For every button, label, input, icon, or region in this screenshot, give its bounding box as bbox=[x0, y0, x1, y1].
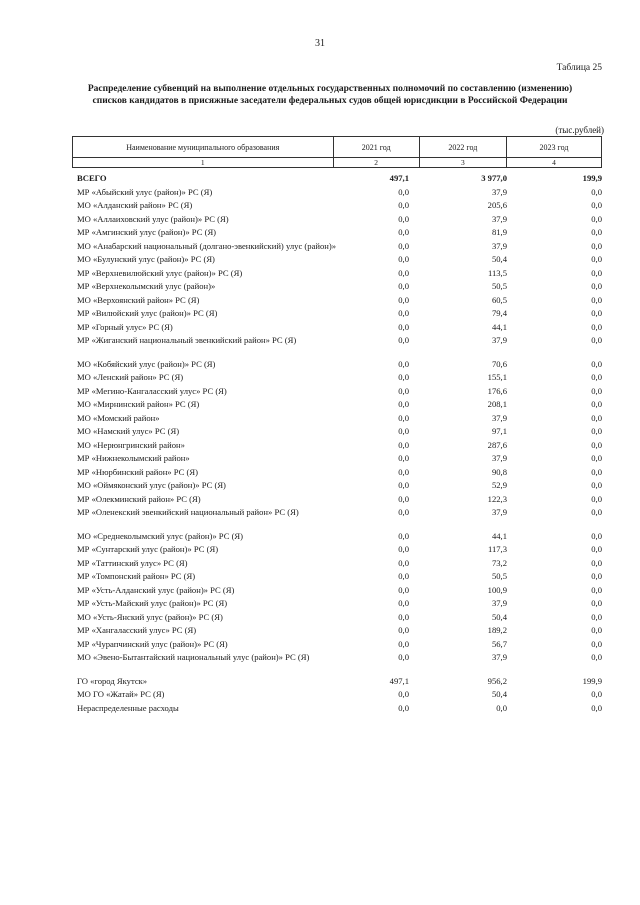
row-name: МО «Булунский улус (район)» РС (Я) bbox=[77, 254, 215, 264]
value-2023: 0,0 bbox=[591, 507, 602, 517]
table-row bbox=[77, 440, 602, 454]
value-2022: 956,2 bbox=[487, 675, 507, 686]
row-name: МР «Таттинский улус» РС (Я) bbox=[77, 557, 188, 568]
value-2022: 50,4 bbox=[491, 611, 507, 622]
title-line-1: Распределение субвенций на выполнение отдельных государственных полномочий по составлению (изменению) bbox=[87, 84, 573, 94]
value-2023: 0,0 bbox=[591, 372, 602, 382]
row-name: МР «Горный улус» РС (Я) bbox=[77, 321, 173, 332]
value-2021: 497,1 bbox=[389, 173, 409, 183]
value-2023: 0,0 bbox=[591, 399, 602, 409]
value-2021: 0,0 bbox=[398, 372, 409, 382]
value-2023: 0,0 bbox=[591, 412, 602, 423]
value-2023: 0,0 bbox=[591, 439, 602, 450]
table-row bbox=[77, 480, 602, 494]
value-2022: 37,9 bbox=[491, 598, 507, 608]
value-2021: 0,0 bbox=[398, 399, 409, 409]
value-2022: 155,1 bbox=[487, 372, 507, 382]
value-2022: 81,9 bbox=[491, 227, 507, 237]
row-name: МР «Верхнеколымский улус (район)» bbox=[77, 281, 216, 291]
value-2023: 0,0 bbox=[591, 638, 602, 649]
value-2022: 37,9 bbox=[491, 240, 507, 251]
row-name: МР «Жиганский национальный эвенкийский район» РС (Я) bbox=[77, 335, 297, 345]
value-2022: 44,1 bbox=[491, 321, 507, 332]
value-2021: 0,0 bbox=[398, 638, 409, 649]
value-2022: 56,7 bbox=[491, 638, 507, 649]
header-num-4: 4 bbox=[506, 158, 601, 168]
value-2021: 0,0 bbox=[398, 385, 409, 396]
table-row bbox=[77, 639, 602, 653]
row-name: МР «Усть-Алданский улус (район)» РС (Я) bbox=[77, 584, 235, 595]
units-label: (тыс.рублей) bbox=[555, 125, 604, 135]
value-2023: 0,0 bbox=[591, 493, 602, 504]
document-title bbox=[70, 83, 590, 107]
row-spacer bbox=[77, 521, 602, 531]
title-line-2: списков кандидатов в присяжные заседатели федеральных судов общей юрисдикции в Российской Федерации bbox=[92, 96, 568, 106]
value-2021: 0,0 bbox=[398, 281, 409, 291]
value-2021: 0,0 bbox=[398, 584, 409, 595]
value-2023: 0,0 bbox=[591, 227, 602, 237]
row-name: МР «Томпонский район» РС (Я) bbox=[77, 571, 196, 581]
table-row bbox=[77, 558, 602, 572]
table-row bbox=[77, 703, 602, 717]
table-row bbox=[77, 494, 602, 508]
row-name: МО «Анабарский национальный (долгано-эвенкийский) улус (район)» bbox=[77, 240, 337, 251]
value-2022: 37,9 bbox=[491, 335, 507, 345]
table-row bbox=[77, 453, 602, 467]
header-row bbox=[73, 137, 602, 158]
value-2023: 0,0 bbox=[591, 294, 602, 305]
value-2021: 0,0 bbox=[398, 625, 409, 635]
table-body bbox=[77, 173, 602, 716]
table-row bbox=[77, 544, 602, 558]
value-2021: 0,0 bbox=[398, 544, 409, 554]
value-2023: 0,0 bbox=[591, 557, 602, 568]
value-2022: 70,6 bbox=[491, 358, 507, 369]
table-row bbox=[77, 571, 602, 585]
table-row bbox=[77, 254, 602, 268]
value-2021: 0,0 bbox=[398, 254, 409, 264]
table-row bbox=[77, 227, 602, 241]
value-2022: 117,3 bbox=[487, 544, 507, 554]
table-row bbox=[77, 507, 602, 521]
table-row bbox=[77, 652, 602, 666]
row-name: МР «Нижнеколымский район» bbox=[77, 453, 190, 463]
value-2021: 0,0 bbox=[398, 227, 409, 237]
table-row bbox=[77, 413, 602, 427]
table-row bbox=[77, 531, 602, 545]
value-2023: 0,0 bbox=[591, 689, 602, 699]
value-2023: 0,0 bbox=[591, 200, 602, 210]
row-name: МО «Аллаиховский улус (район)» РС (Я) bbox=[77, 213, 229, 224]
table-row bbox=[77, 386, 602, 400]
value-2022: 189,2 bbox=[487, 625, 507, 635]
table-row bbox=[77, 214, 602, 228]
value-2021: 0,0 bbox=[398, 480, 409, 490]
value-2021: 0,0 bbox=[398, 321, 409, 332]
value-2022: 79,4 bbox=[491, 308, 507, 318]
table-row bbox=[77, 359, 602, 373]
value-2021: 0,0 bbox=[398, 439, 409, 450]
value-2023: 0,0 bbox=[591, 254, 602, 264]
table-row bbox=[77, 322, 602, 336]
row-name: МО «Верхоянский район» РС (Я) bbox=[77, 294, 200, 305]
row-name: МО «Оймяконский улус (район)» РС (Я) bbox=[77, 480, 226, 490]
row-name: ГО «город Якутск» bbox=[77, 675, 148, 686]
row-name: МО «Момский район» bbox=[77, 412, 160, 423]
row-name: МО «Намский улус» РС (Я) bbox=[77, 426, 180, 436]
row-name: МО «Алданский район» РС (Я) bbox=[77, 200, 193, 210]
table-row bbox=[77, 676, 602, 690]
value-2023: 0,0 bbox=[591, 385, 602, 396]
row-name: ВСЕГО bbox=[77, 173, 107, 183]
row-name: МР «Сунтарский улус (район)» РС (Я) bbox=[77, 544, 219, 554]
table-row bbox=[77, 625, 602, 639]
value-2021: 0,0 bbox=[398, 412, 409, 423]
value-2021: 0,0 bbox=[398, 213, 409, 224]
value-2022: 205,6 bbox=[487, 200, 507, 210]
value-2023: 0,0 bbox=[591, 652, 602, 662]
value-2022: 208,1 bbox=[487, 399, 507, 409]
value-2023: 0,0 bbox=[591, 571, 602, 581]
value-2022: 113,5 bbox=[487, 267, 507, 278]
value-2022: 122,3 bbox=[487, 493, 507, 504]
row-spacer bbox=[77, 349, 602, 359]
table-row bbox=[77, 426, 602, 440]
value-2022: 50,4 bbox=[491, 689, 507, 699]
value-2021: 0,0 bbox=[398, 240, 409, 251]
value-2021: 0,0 bbox=[398, 267, 409, 278]
value-2022: 37,9 bbox=[491, 507, 507, 517]
table-row bbox=[77, 372, 602, 386]
value-2023: 0,0 bbox=[591, 611, 602, 622]
value-2023: 0,0 bbox=[591, 281, 602, 291]
value-2021: 0,0 bbox=[398, 493, 409, 504]
table-row bbox=[77, 308, 602, 322]
value-2023: 0,0 bbox=[591, 240, 602, 251]
value-2023: 0,0 bbox=[591, 267, 602, 278]
value-2022: 97,1 bbox=[491, 426, 507, 436]
value-2023: 0,0 bbox=[591, 335, 602, 345]
table-header bbox=[72, 136, 602, 168]
row-name: МО «Усть-Янский улус (район)» РС (Я) bbox=[77, 611, 223, 622]
value-2021: 497,1 bbox=[389, 675, 409, 686]
row-name: МО «Мирнинский район» РС (Я) bbox=[77, 399, 200, 409]
table-row bbox=[77, 399, 602, 413]
row-name: МР «Мегино-Кангаласский улус» РС (Я) bbox=[77, 385, 227, 396]
row-name: МР «Хангаласский улус» РС (Я) bbox=[77, 625, 197, 635]
value-2021: 0,0 bbox=[398, 308, 409, 318]
value-2021: 0,0 bbox=[398, 358, 409, 369]
value-2023: 199,9 bbox=[582, 675, 602, 686]
value-2021: 0,0 bbox=[398, 294, 409, 305]
row-name: МО «Среднеколымский улус (район)» РС (Я) bbox=[77, 530, 244, 541]
value-2023: 0,0 bbox=[591, 598, 602, 608]
table-row bbox=[77, 200, 602, 214]
value-2023: 0,0 bbox=[591, 358, 602, 369]
value-2023: 0,0 bbox=[591, 426, 602, 436]
row-spacer bbox=[77, 666, 602, 676]
value-2022: 44,1 bbox=[491, 530, 507, 541]
row-name: МО «Эвено-Бытантайский национальный улус (район)» РС (Я) bbox=[77, 652, 310, 662]
table-row bbox=[77, 612, 602, 626]
value-2022: 287,6 bbox=[487, 439, 507, 450]
row-name: МР «Усть-Майский улус (район)» РС (Я) bbox=[77, 598, 228, 608]
table-row bbox=[77, 241, 602, 255]
table-row bbox=[77, 281, 602, 295]
value-2022: 37,9 bbox=[491, 453, 507, 463]
value-2022: 37,9 bbox=[491, 186, 507, 197]
header-num-1: 1 bbox=[73, 158, 334, 168]
row-name: МР «Чурапчинский улус (район)» РС (Я) bbox=[77, 638, 228, 649]
value-2022: 50,5 bbox=[491, 571, 507, 581]
row-name: МР «Нюрбинский район» РС (Я) bbox=[77, 466, 198, 477]
value-2021: 0,0 bbox=[398, 507, 409, 517]
page-number: 31 bbox=[315, 38, 325, 49]
value-2023: 0,0 bbox=[591, 466, 602, 477]
value-2023: 0,0 bbox=[591, 625, 602, 635]
value-2021: 0,0 bbox=[398, 426, 409, 436]
value-2022: 100,9 bbox=[487, 584, 507, 595]
value-2021: 0,0 bbox=[398, 598, 409, 608]
row-name: МР «Верхневилюйский улус (район)» РС (Я) bbox=[77, 267, 243, 278]
header-2022: 2022 год bbox=[419, 137, 506, 158]
value-2023: 0,0 bbox=[591, 584, 602, 595]
value-2023: 0,0 bbox=[591, 308, 602, 318]
value-2023: 0,0 bbox=[591, 702, 602, 713]
header-number-row bbox=[73, 158, 602, 168]
row-name: МО ГО «Жатай» РС (Я) bbox=[77, 689, 165, 699]
header-name: Наименование муниципального образования bbox=[73, 137, 334, 158]
value-2022: 37,9 bbox=[491, 412, 507, 423]
row-name: МО «Нерюнгринский район» bbox=[77, 439, 185, 450]
value-2021: 0,0 bbox=[398, 453, 409, 463]
table-row bbox=[77, 689, 602, 703]
table-row bbox=[77, 295, 602, 309]
row-name: МР «Оленекский эвенкийский национальный район» РС (Я) bbox=[77, 507, 299, 517]
row-name: МР «Вилюйский улус (район)» РС (Я) bbox=[77, 308, 218, 318]
header-2021: 2021 год bbox=[333, 137, 419, 158]
value-2022: 90,8 bbox=[491, 466, 507, 477]
value-2022: 176,6 bbox=[487, 385, 507, 396]
row-name: МО «Ленский район» РС (Я) bbox=[77, 372, 184, 382]
total-row bbox=[77, 173, 602, 187]
value-2021: 0,0 bbox=[398, 611, 409, 622]
value-2022: 0,0 bbox=[496, 702, 507, 713]
value-2023: 0,0 bbox=[591, 186, 602, 197]
table-row bbox=[77, 335, 602, 349]
value-2021: 0,0 bbox=[398, 652, 409, 662]
value-2023: 0,0 bbox=[591, 213, 602, 224]
header-2023: 2023 год bbox=[506, 137, 601, 158]
table-row bbox=[77, 598, 602, 612]
value-2022: 3 977,0 bbox=[481, 173, 507, 183]
value-2023: 0,0 bbox=[591, 544, 602, 554]
value-2022: 60,5 bbox=[491, 294, 507, 305]
value-2021: 0,0 bbox=[398, 702, 409, 713]
table-row bbox=[77, 467, 602, 481]
value-2021: 0,0 bbox=[398, 557, 409, 568]
row-name: МР «Абыйский улус (район)» РС (Я) bbox=[77, 186, 213, 197]
value-2022: 37,9 bbox=[491, 652, 507, 662]
header-num-2: 2 bbox=[333, 158, 419, 168]
table-row bbox=[77, 268, 602, 282]
row-name: МР «Амгинский улус (район)» РС (Я) bbox=[77, 227, 217, 237]
value-2022: 73,2 bbox=[491, 557, 507, 568]
value-2023: 0,0 bbox=[591, 530, 602, 541]
value-2023: 0,0 bbox=[591, 480, 602, 490]
value-2021: 0,0 bbox=[398, 689, 409, 699]
table-row bbox=[77, 585, 602, 599]
row-name: МО «Кобяйский улус (район)» РС (Я) bbox=[77, 358, 216, 369]
value-2023: 0,0 bbox=[591, 453, 602, 463]
value-2022: 50,5 bbox=[491, 281, 507, 291]
row-name: Нераспределенные расходы bbox=[77, 702, 179, 713]
row-name: МР «Олекминский район» РС (Я) bbox=[77, 493, 201, 504]
value-2021: 0,0 bbox=[398, 186, 409, 197]
value-2022: 52,9 bbox=[491, 480, 507, 490]
table-label: Таблица 25 bbox=[556, 63, 602, 73]
value-2021: 0,0 bbox=[398, 335, 409, 345]
value-2021: 0,0 bbox=[398, 530, 409, 541]
value-2023: 199,9 bbox=[582, 173, 602, 183]
value-2023: 0,0 bbox=[591, 321, 602, 332]
value-2021: 0,0 bbox=[398, 571, 409, 581]
value-2022: 50,4 bbox=[491, 254, 507, 264]
value-2021: 0,0 bbox=[398, 200, 409, 210]
table-row bbox=[77, 187, 602, 201]
value-2021: 0,0 bbox=[398, 466, 409, 477]
header-num-3: 3 bbox=[419, 158, 506, 168]
value-2022: 37,9 bbox=[491, 213, 507, 224]
